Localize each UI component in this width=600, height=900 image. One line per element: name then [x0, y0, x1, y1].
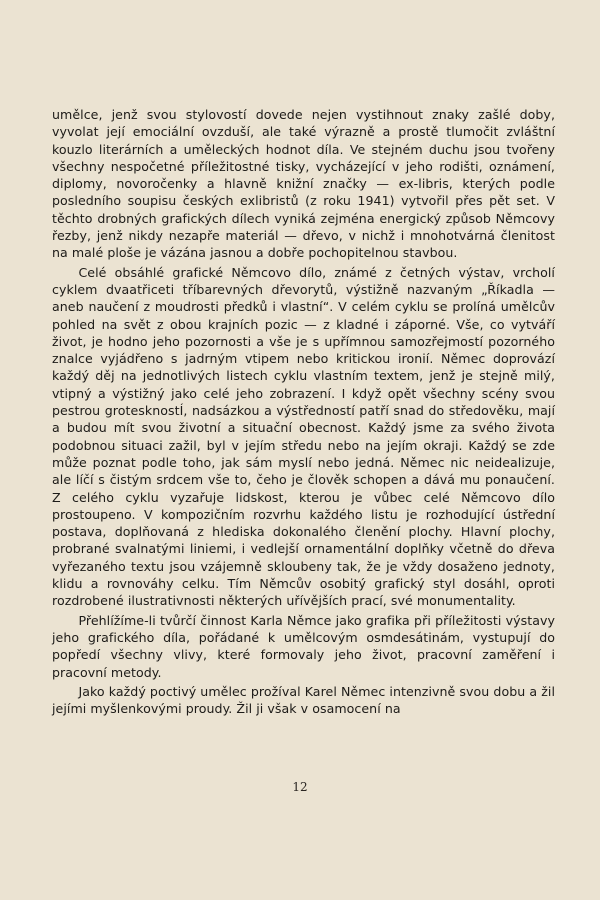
page-number: 12 [292, 780, 308, 794]
body-text [52, 106, 555, 717]
paragraph-2: Celé obsáhlé grafické Němcovo dílo, známé z četných výstav, vrcholí cyklem dvaatřiceti tříbarevných dřevorytů, výstižně nazvaným „Říkadla — aneb naučení z moudrosti předků i vlastní“. V celém cyklu se prolíná umělcův pohled na svět z obou krajních pozic — z kladné i záporné. Vše, co vytváří život, je hodno jeho pozornosti a vše je s upřímnou samozřejmostí pozorného znalce vyjádřeno s jadrným vtipem nebo kritickou ironií. Němec doprovází každý děj na jednotlivých listech cyklu vlastním textem, jenž je stejně milý, vtipný a výstižný jako celé jeho zobrazení. I když opět všechny scény svou pestrou grotesknostÍ, nadsázkou a výstředností patří snad do středověku, mají a budou mít svou životní a situační obecnost. Každý jsme za svého života podobnou situaci zažil, byl v jejím středu nebo na jejím okraji. Každý se zde může poznat podle toho, jak sám myslí nebo jedná. Němec nic neidealizuje, ale líčí s čistým srdcem vše to, čeho je člověk schopen a dává mu ponaučení. Z celého cyklu vyzařuje lidskost, kterou je vůbec celé Němcovo dílo prostoupeno. V kompozičním rozvrhu každého listu je rozhodující ústřední postava, doplňovaná z hlediska dokonalého členění plochy. Hlavní plochy, probrané svalnatými liniemi, i vedlejší ornamentální doplňky včetně do dřeva vyřezaného textu jsou vzájemně skloubeny tak, že je vždy dosaženo jednoty, klidu a rovnováhy celku. Tím Němcův osobitý grafický styl dosáhl, oproti rozdrobené ilustrativnosti některých uřívějších prací, své monumentality. [52, 264, 555, 609]
paragraph-3: Přehlížíme-li tvůrčí činnost Karla Němce jako grafika při příležitosti výstavy jeho grafického díla, pořádané k umělcovým osmdesátinám, vystupují do popředí všechny vlivy, které formovaly jeho život, pracovní zaměření i pracovní metody. [52, 612, 555, 680]
paragraph-1: umělce, jenž svou stylovostí dovede nejen vystihnout znaky zašlé doby, vyvolat její emociální ovzduší, ale také výrazně a prostě tlumočit zvláštní kouzlo literárních a uměleckých hodnot díla. Ve stejném duchu jsou tvořeny všechny nespočetné příležitostné tisky, vycházející v jeho rodišti, oznámení, diplomy, novoročenky a hlavně knižní značky — ex-libris, kterých podle posledního soupisu českých exlibristů (z roku 1941) vytvořil přes pět set. V těchto drobných grafických dílech vyniká zejména energický způsob Němcovy řezby, jenž nikdy nezapře materiál — dřevo, v nichž i mnohotvárná členitost na malé ploše je vázána jasnou a dobře pochopitelnou stavbou. [52, 107, 555, 261]
paragraph-4: Jako každý poctivý umělec prožíval Karel Němec intenzivně svou dobu a žil jejími myšlenkovými proudy. Žil ji však v osamocení na [52, 683, 555, 717]
